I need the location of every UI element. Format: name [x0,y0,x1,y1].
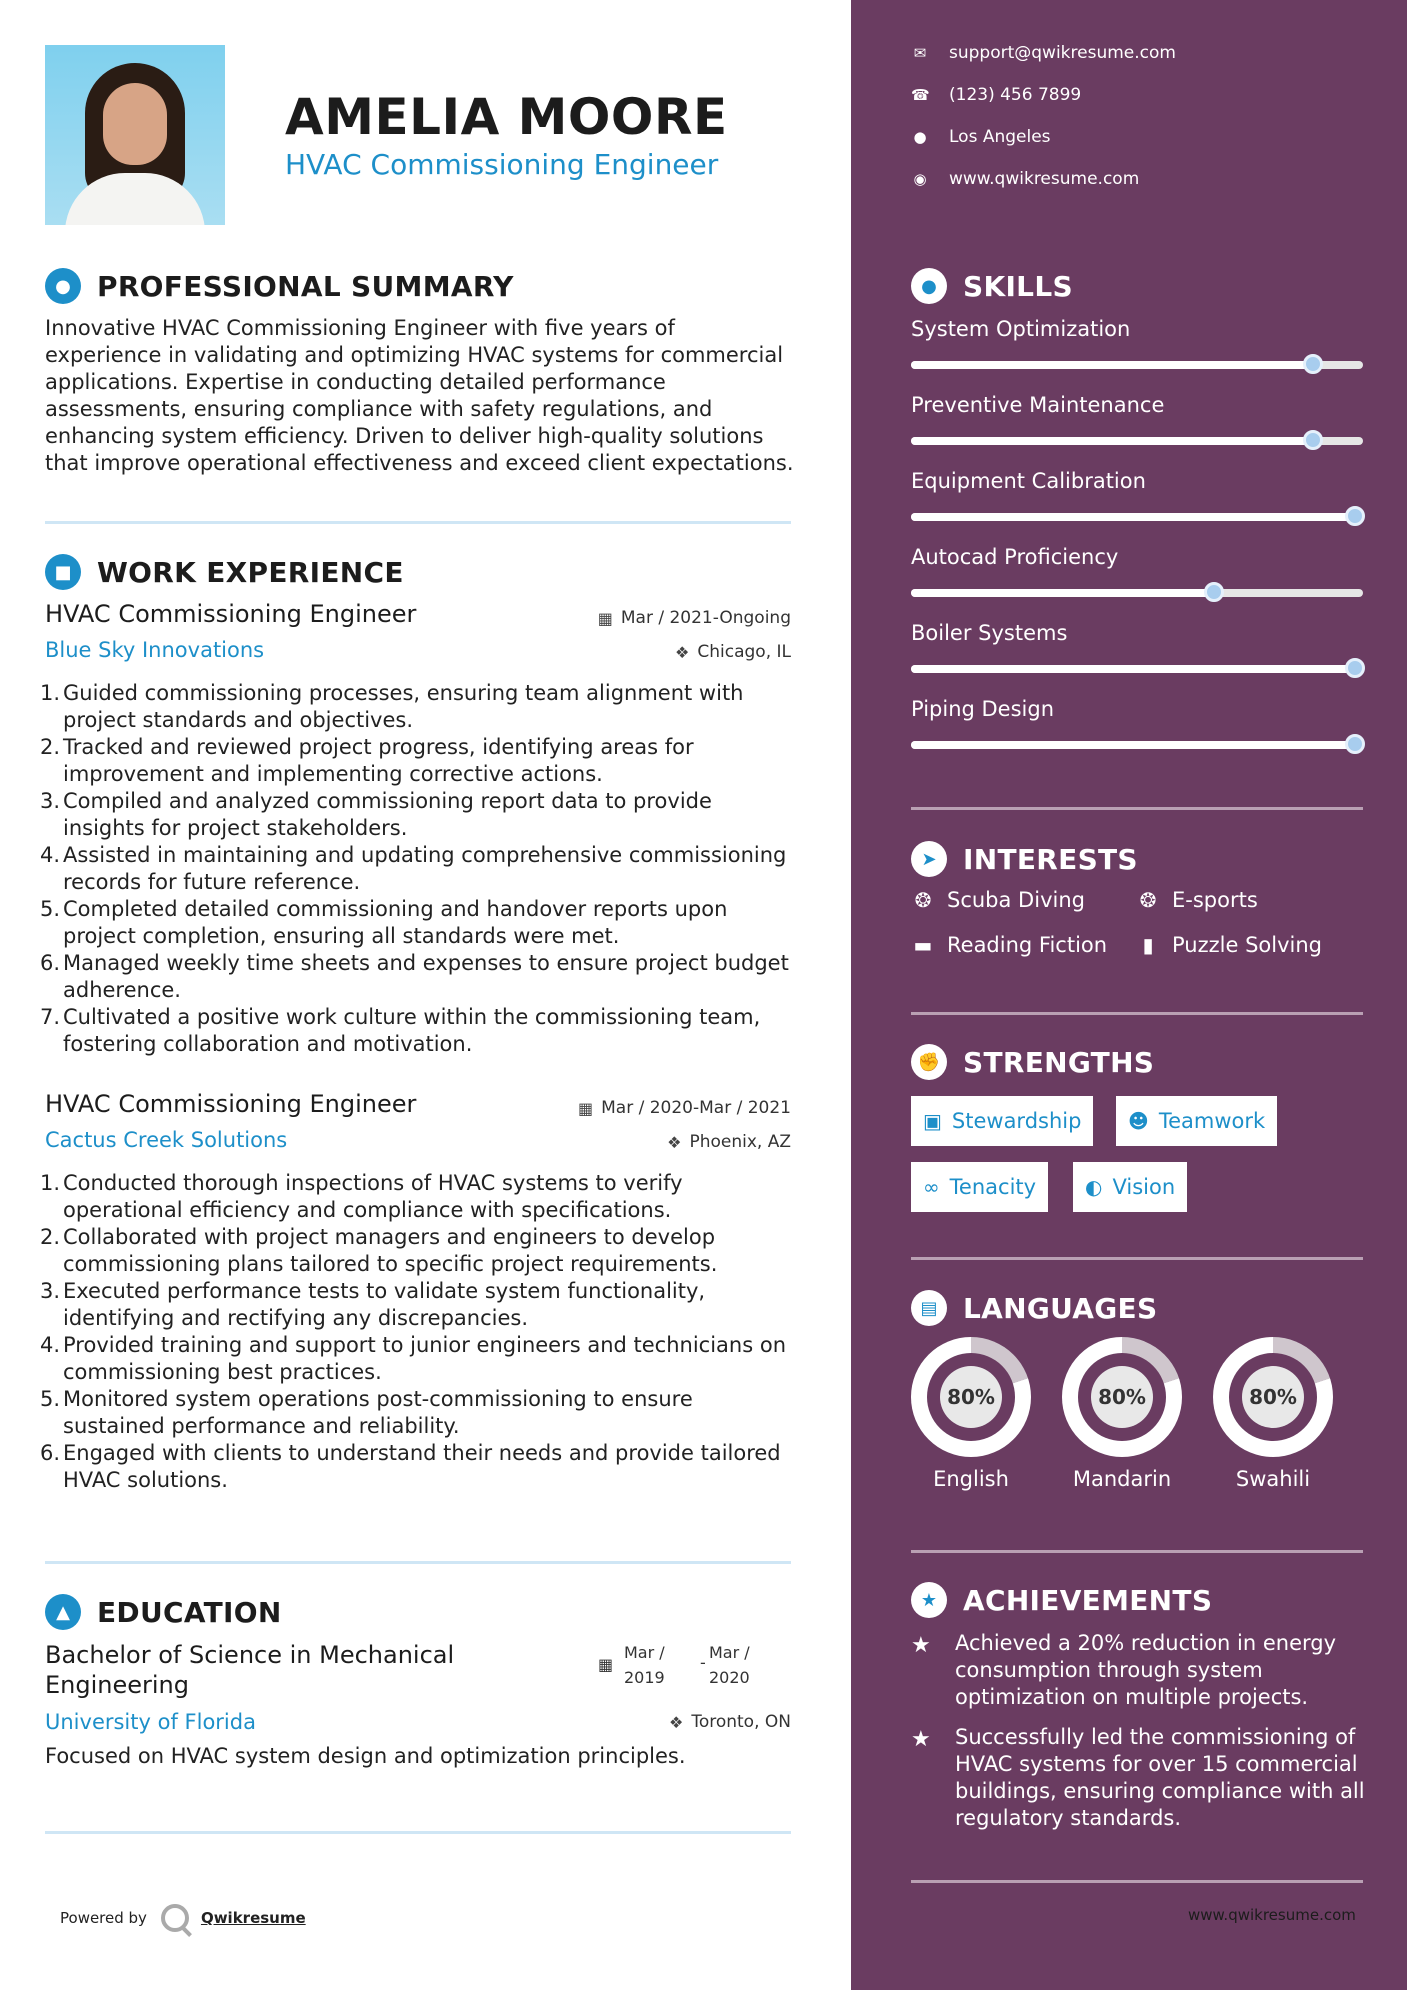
globe-icon: ◉ [913,170,927,188]
interest-item: ▮ Puzzle Solving [1136,933,1322,957]
contact-email[interactable]: ✉ support@qwikresume.com [911,43,1176,63]
achievement-item: ★ Successfully led the commissioning of HVAC systems for over 15 commercial buildings, ensuring compliance with all regulatory standards. [911,1725,1365,1830]
job-location: ❖ Phoenix, AZ [667,1132,791,1152]
strength-chip: ◐ Vision [1073,1162,1187,1212]
binoculars-icon: ◐ [1085,1175,1103,1199]
language-item [911,1337,1031,1491]
lightbulb-icon: ● [911,268,947,304]
skill-bar [911,361,1363,369]
user-icon: ● [45,268,81,304]
language-ring [1062,1337,1182,1457]
skill-bar-fill [911,361,1313,369]
edu-end-date: Mar / 2020 [709,1643,750,1687]
paper-plane-icon: ➤ [911,841,947,877]
job-company: Cactus Creek Solutions [45,1128,288,1152]
sidebar [851,0,1407,1990]
skill-bar [911,513,1363,521]
divider [45,521,791,524]
strength-chip: ∞ Tenacity [911,1162,1048,1212]
pin-icon: ❖ [668,1712,684,1732]
language-name: Mandarin [1072,1467,1172,1491]
interest-item: ▬ Reading Fiction [911,933,1107,957]
experience-heading: ■ WORK EXPERIENCE [45,554,404,590]
interest-item: ❂ E-sports [1136,888,1258,912]
qwikresume-logo-icon [161,1904,189,1932]
envelope-icon: ✉ [913,44,927,62]
candidate-name: AMELIA MOORE [285,88,728,146]
skill-bar [911,589,1363,597]
divider [911,1880,1363,1883]
star-icon: ★ [911,1633,931,1658]
bullet-item: 6. Managed weekly time sheets and expenses to ensure project budget adherence. [40,951,789,1002]
bullet-item: 4. Provided training and support to junior engineers and technicians on commissioning best practices. [40,1333,787,1384]
skill-bar-knob [1345,506,1365,526]
map-marker-icon: ● [913,128,927,146]
skill-bar-knob [1303,354,1323,374]
job-location: ❖ Chicago, IL [675,642,791,662]
edu-date-separator: - [700,1653,706,1672]
job-date: ▦ Mar / 2020-Mar / 2021 [577,1098,791,1118]
skill-bar-fill [911,589,1214,597]
translate-icon: ▤ [911,1290,947,1326]
achievements-heading: ★ ACHIEVEMENTS [911,1582,1212,1618]
contact-location: ● Los Angeles [911,127,1051,147]
skill-name: Equipment Calibration [911,469,1146,493]
skill-bar-knob [1345,734,1365,754]
language-name: Swahili [1235,1467,1311,1491]
life-ring-icon: ❂ [914,888,932,912]
languages-heading: ▤ LANGUAGES [911,1290,1157,1326]
achievement-item: ★ Achieved a 20% reduction in energy consumption through system optimization on multiple projects. [911,1631,1337,1709]
skill-bar-knob [1345,658,1365,678]
bullet-item: 1. Guided commissioning processes, ensuring team alignment with project standards and objectives. [40,681,744,732]
summary-text: Innovative HVAC Commissioning Engineer with five years of experience in validating and optimizing HVAC systems for commercial applications. Expertise in conducting detailed performance assessments, ensuring compliance with safety regulations, and enhancing system efficiency. Driven to deliver high-quality solutions that improve operational effectiveness and exceed client expectations. [45,316,794,475]
school: University of Florida [45,1710,256,1734]
job-title: HVAC Commissioning Engineer [45,600,417,628]
strengths-heading: ✊ STRENGTHS [911,1044,1154,1080]
bullet-item: 6. Engaged with clients to understand their needs and provide tailored HVAC solutions. [40,1441,781,1492]
contact-website[interactable]: ◉ www.qwikresume.com [911,169,1139,189]
graduate-icon: ▲ [45,1594,81,1630]
bullet-item: 4. Assisted in maintaining and updating comprehensive commissioning records for future reference. [40,843,787,894]
edu-description: Focused on HVAC system design and optimization principles. [45,1744,686,1768]
skill-bar-fill [911,665,1363,673]
strength-chip: ▣ Stewardship [911,1096,1093,1146]
pin-icon: ❖ [667,1132,682,1152]
powered-by: Powered by Qwikresume [60,1904,306,1932]
job-company: Blue Sky Innovations [45,638,265,662]
star-icon: ★ [911,1582,947,1618]
edu-location: ❖ Toronto, ON [668,1712,791,1732]
life-ring-icon: ❂ [1139,888,1157,912]
language-ring [1213,1337,1333,1457]
language-percent: 80% [940,1366,1002,1428]
book-icon: ▮ [1142,933,1154,957]
profile-photo [45,45,225,225]
bullet-item: 5. Completed detailed commissioning and handover reports upon project completion, ensuring all standards were met. [40,897,728,948]
education-heading: ▲ EDUCATION [45,1594,282,1630]
briefcase-icon: ■ [45,554,81,590]
job-date: ▦ Mar / 2021-Ongoing [597,608,791,628]
bullet-item: 7. Cultivated a positive work culture within the commissioning team, fostering collaboration and motivation. [40,1005,761,1056]
bullet-item: 5. Monitored system operations post-commissioning to ensure sustained performance and reliability. [40,1387,693,1438]
contact-phone: ☎ (123) 456 7899 [911,85,1082,105]
job-title: HVAC Commissioning Engineer [45,1090,417,1118]
bullet-item: 1. Conducted thorough inspections of HVAC systems to verify operational efficiency and compliance with specifications. [40,1171,683,1222]
gamepad-icon: ▬ [913,933,933,957]
bullet-item: 3. Compiled and analyzed commissioning report data to provide insights for project stakeholders. [40,789,712,840]
divider [45,1561,791,1564]
divider [911,1012,1363,1015]
skill-bar [911,741,1363,749]
interest-item: ❂ Scuba Diving [911,888,1085,912]
interests-heading: ➤ INTERESTS [911,841,1138,877]
bullet-item: 2. Collaborated with project managers and engineers to develop commissioning plans tailored to specific project requirements. [40,1225,718,1276]
fist-icon: ✊ [911,1044,947,1080]
job-bullets [40,1170,800,1494]
job-bullets [40,680,800,1058]
briefcase-icon: ▣ [923,1109,942,1133]
brand-link[interactable]: Qwikresume [200,1909,306,1927]
calendar-icon: ▦ [577,1098,594,1118]
divider [911,1257,1363,1260]
skill-bar-fill [911,437,1313,445]
star-icon: ★ [911,1727,931,1752]
calendar-icon: ▦ [598,1655,614,1674]
language-percent: 80% [1091,1366,1153,1428]
skill-bar [911,665,1363,673]
divider [911,807,1363,810]
phone-icon: ☎ [911,86,930,104]
divider [45,1831,791,1834]
edu-start-date: Mar / 2019 [624,1643,665,1687]
language-name: English [933,1467,1009,1491]
divider [911,1550,1363,1553]
link-icon: ∞ [923,1175,940,1199]
candidate-role: HVAC Commissioning Engineer [285,148,719,181]
skill-bar [911,437,1363,445]
skill-name: Piping Design [911,697,1055,721]
language-item [1062,1337,1182,1491]
calendar-icon: ▦ [597,608,613,628]
skill-bar-fill [911,741,1363,749]
skill-bar-knob [1204,582,1224,602]
users-icon: ☻ [1128,1109,1149,1133]
pin-icon: ❖ [675,642,690,662]
skill-bar-fill [911,513,1363,521]
skill-bar-knob [1303,430,1323,450]
bullet-item: 2. Tracked and reviewed project progress, identifying areas for improvement and implementing corrective actions. [40,735,694,786]
bullet-item: 3. Executed performance tests to validate system functionality, identifying and rectifying any discrepancies. [40,1279,706,1330]
footer-url[interactable]: www.qwikresume.com [1188,1906,1356,1924]
strength-chip: ☻ Teamwork [1116,1096,1277,1146]
language-item [1213,1337,1333,1491]
summary-heading: ● PROFESSIONAL SUMMARY [45,268,514,304]
language-ring [911,1337,1031,1457]
skills-heading: ● SKILLS [911,268,1073,304]
skill-name: System Optimization [911,317,1131,341]
skill-name: Autocad Proficiency [911,545,1119,569]
skill-name: Boiler Systems [911,621,1068,645]
skill-name: Preventive Maintenance [911,393,1165,417]
degree: Bachelor of Science in Mechanical Engineering [45,1641,455,1699]
language-percent: 80% [1242,1366,1304,1428]
